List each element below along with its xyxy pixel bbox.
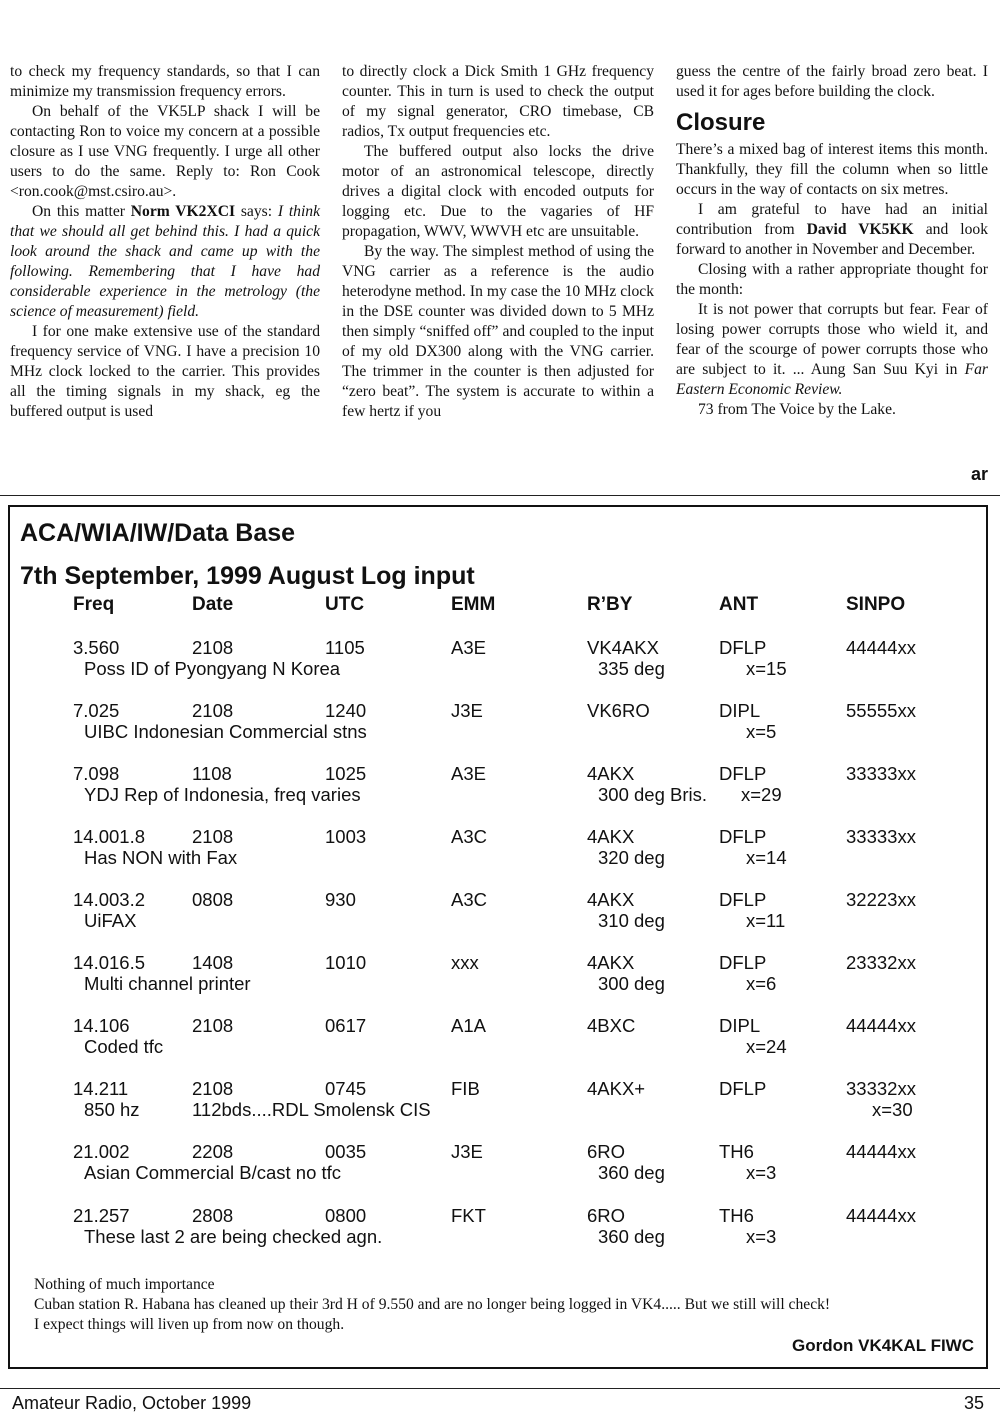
log-entry: 7.025 2108 1240 J3E VK6RO DIPL 55555xx UIBC Indonesian Commercial stns x=5 — [73, 700, 916, 742]
article-column-3 — [676, 62, 988, 420]
log-box — [8, 505, 988, 1369]
log-entry: 14.003.2 0808 930 A3C 4AKX DFLP 32223xx UiFAX 310 deg x=11 — [73, 889, 916, 931]
column-header-emm: EMM — [451, 594, 496, 615]
callsign: Norm VK2XCI — [130, 203, 236, 220]
callsign: David VK5KK — [806, 221, 914, 238]
paragraph: It is not power that corrupts but fear. Fear of losing power corrupts those who wield it, and fear of the scourge of power corrupts those who are subject to it. ... Aung San Suu Kyi in Far Eastern Economic Review. — [676, 301, 988, 398]
paragraph: The buffered output also locks the drive motor of an astronomical telescope, directly drives a digital clock with encoded outputs for logging etc. Due to the vagaries of HF propagation, WWV, WWVH etc are unsuitable. — [342, 143, 654, 240]
paragraph: I for one make extensive use of the standard frequency service of VNG. I have a precision 10 MHz clock locked to the carrier. This provides all the timing signals in my shack, eg the buffered output is used — [10, 323, 320, 420]
column-header-freq: Freq — [73, 594, 115, 615]
article-sign-off: ar — [970, 464, 988, 484]
note-line: Nothing of much importance — [34, 1276, 215, 1293]
paragraph: I am grateful to have had an initial contribution from David VK5KK and look forward to another in November and December. — [676, 201, 989, 258]
paragraph: to check my frequency standards, so that I can minimize my transmission frequency errors. — [10, 63, 320, 100]
log-entry: 14.001.8 2108 1003 A3C 4AKX DFLP 33333xx Has NON with Fax 320 deg x=14 — [73, 826, 916, 868]
paragraph: By the way. The simplest method of using the VNG carrier as a reference is the audio heterodyne method. In my case the 10 MHz clock in the DSE counter was divided down to 5 MHz then simply “sniffed off” and coupled to the input of my old DX300 along with the VNG carrier. The trimmer in the counter is then adjusted for “zero beat”. The system is accurate to within a few hertz if you — [342, 243, 654, 420]
column-header-rby: R’BY — [587, 594, 633, 615]
quote: I think that we should all get behind this. I had a quick look around the shack and came up with the following. Remembering that I have had considerable experience in the metrology (the science of measurement) field. — [10, 203, 321, 320]
column-header-date: Date — [192, 594, 234, 615]
column-header-utc: UTC — [325, 594, 365, 615]
footer-divider — [0, 1388, 1000, 1389]
column-header-ant: ANT — [719, 594, 759, 615]
paragraph: guess the centre of the fairly broad zero beat. I used it for ages before building the clock. — [676, 63, 988, 100]
divider — [0, 495, 1000, 496]
log-author: Gordon VK4KAL FIWC — [792, 1336, 974, 1355]
paragraph: Closing with a rather appropriate thought for the month: — [676, 261, 988, 298]
box-subtitle: 7th September, 1999 August Log input — [20, 562, 475, 590]
log-entry: 3.560 2108 1105 A3E VK4AKX DFLP 44444xx Poss ID of Pyongyang N Korea 335 deg x=15 — [73, 637, 916, 679]
paragraph: 73 from The Voice by the Lake. — [698, 401, 896, 418]
log-notes — [34, 1275, 830, 1335]
article-column-2 — [342, 62, 654, 422]
paragraph: to directly clock a Dick Smith 1 GHz frequency counter. This in turn is used to check the output of my signal generator, CRO timebase, CB radios, Tx output frequencies etc. — [342, 63, 654, 140]
column-header-sinpo: SINPO — [846, 594, 906, 615]
log-entry: 21.002 2208 0035 J3E 6RO TH6 44444xx Asian Commercial B/cast no tfc 360 deg x=3 — [73, 1141, 916, 1183]
log-entry: 14.016.5 1408 1010 xxx 4AKX DFLP 23332xx Multi channel printer 300 deg x=6 — [73, 952, 916, 994]
log-entry: 14.106 2108 0617 A1A 4BXC DIPL 44444xx Coded tfc x=24 — [73, 1015, 916, 1057]
footer-publication: Amateur Radio, October 1999 — [12, 1393, 252, 1413]
paragraph: On this matter Norm VK2XCI says: I think that we should all get behind this. I had a quick look around the shack and came up with the following. Remembering that I have had considerable experience in the metrology (the science of measurement) field. — [10, 203, 321, 320]
note-line: Cuban station R. Habana has cleaned up their 3rd H of 9.550 and are no longer being logged in VK4..... But we still will check! — [34, 1296, 831, 1313]
log-entry: 14.211 2108 0745 FIB 4AKX+ DFLP 33332xx 850 hz 112bds....RDL Smolensk CIS x=30 — [73, 1078, 916, 1120]
page-number: 35 — [963, 1393, 984, 1413]
log-entry: 21.257 2808 0800 FKT 6RO TH6 44444xx These last 2 are being checked agn. 360 deg x=3 — [73, 1205, 916, 1247]
note-line: I expect things will liven up from now on though. — [34, 1316, 345, 1333]
box-title: ACA/WIA/IW/Data Base — [20, 519, 296, 547]
article-column-1 — [10, 62, 320, 422]
publication-title: Far Eastern Economic Review. — [676, 361, 988, 398]
section-heading: Closure — [676, 109, 766, 136]
paragraph: On behalf of the VK5LP shack I will be contacting Ron to voice my concern at a possible closure as I use VNG frequently. I urge all other users to do the same. Reply to: Ron Cook <ron.cook@mst.csiro.au>. — [10, 103, 320, 200]
log-entry: 7.098 1108 1025 A3E 4AKX DFLP 33333xx YDJ Rep of Indonesia, freq varies 300 deg Bris. x=29 — [73, 763, 916, 805]
paragraph: There’s a mixed bag of interest items this month. Thankfully, they fill the column when so little occurs in the way of contacts on six metres. — [676, 141, 988, 198]
